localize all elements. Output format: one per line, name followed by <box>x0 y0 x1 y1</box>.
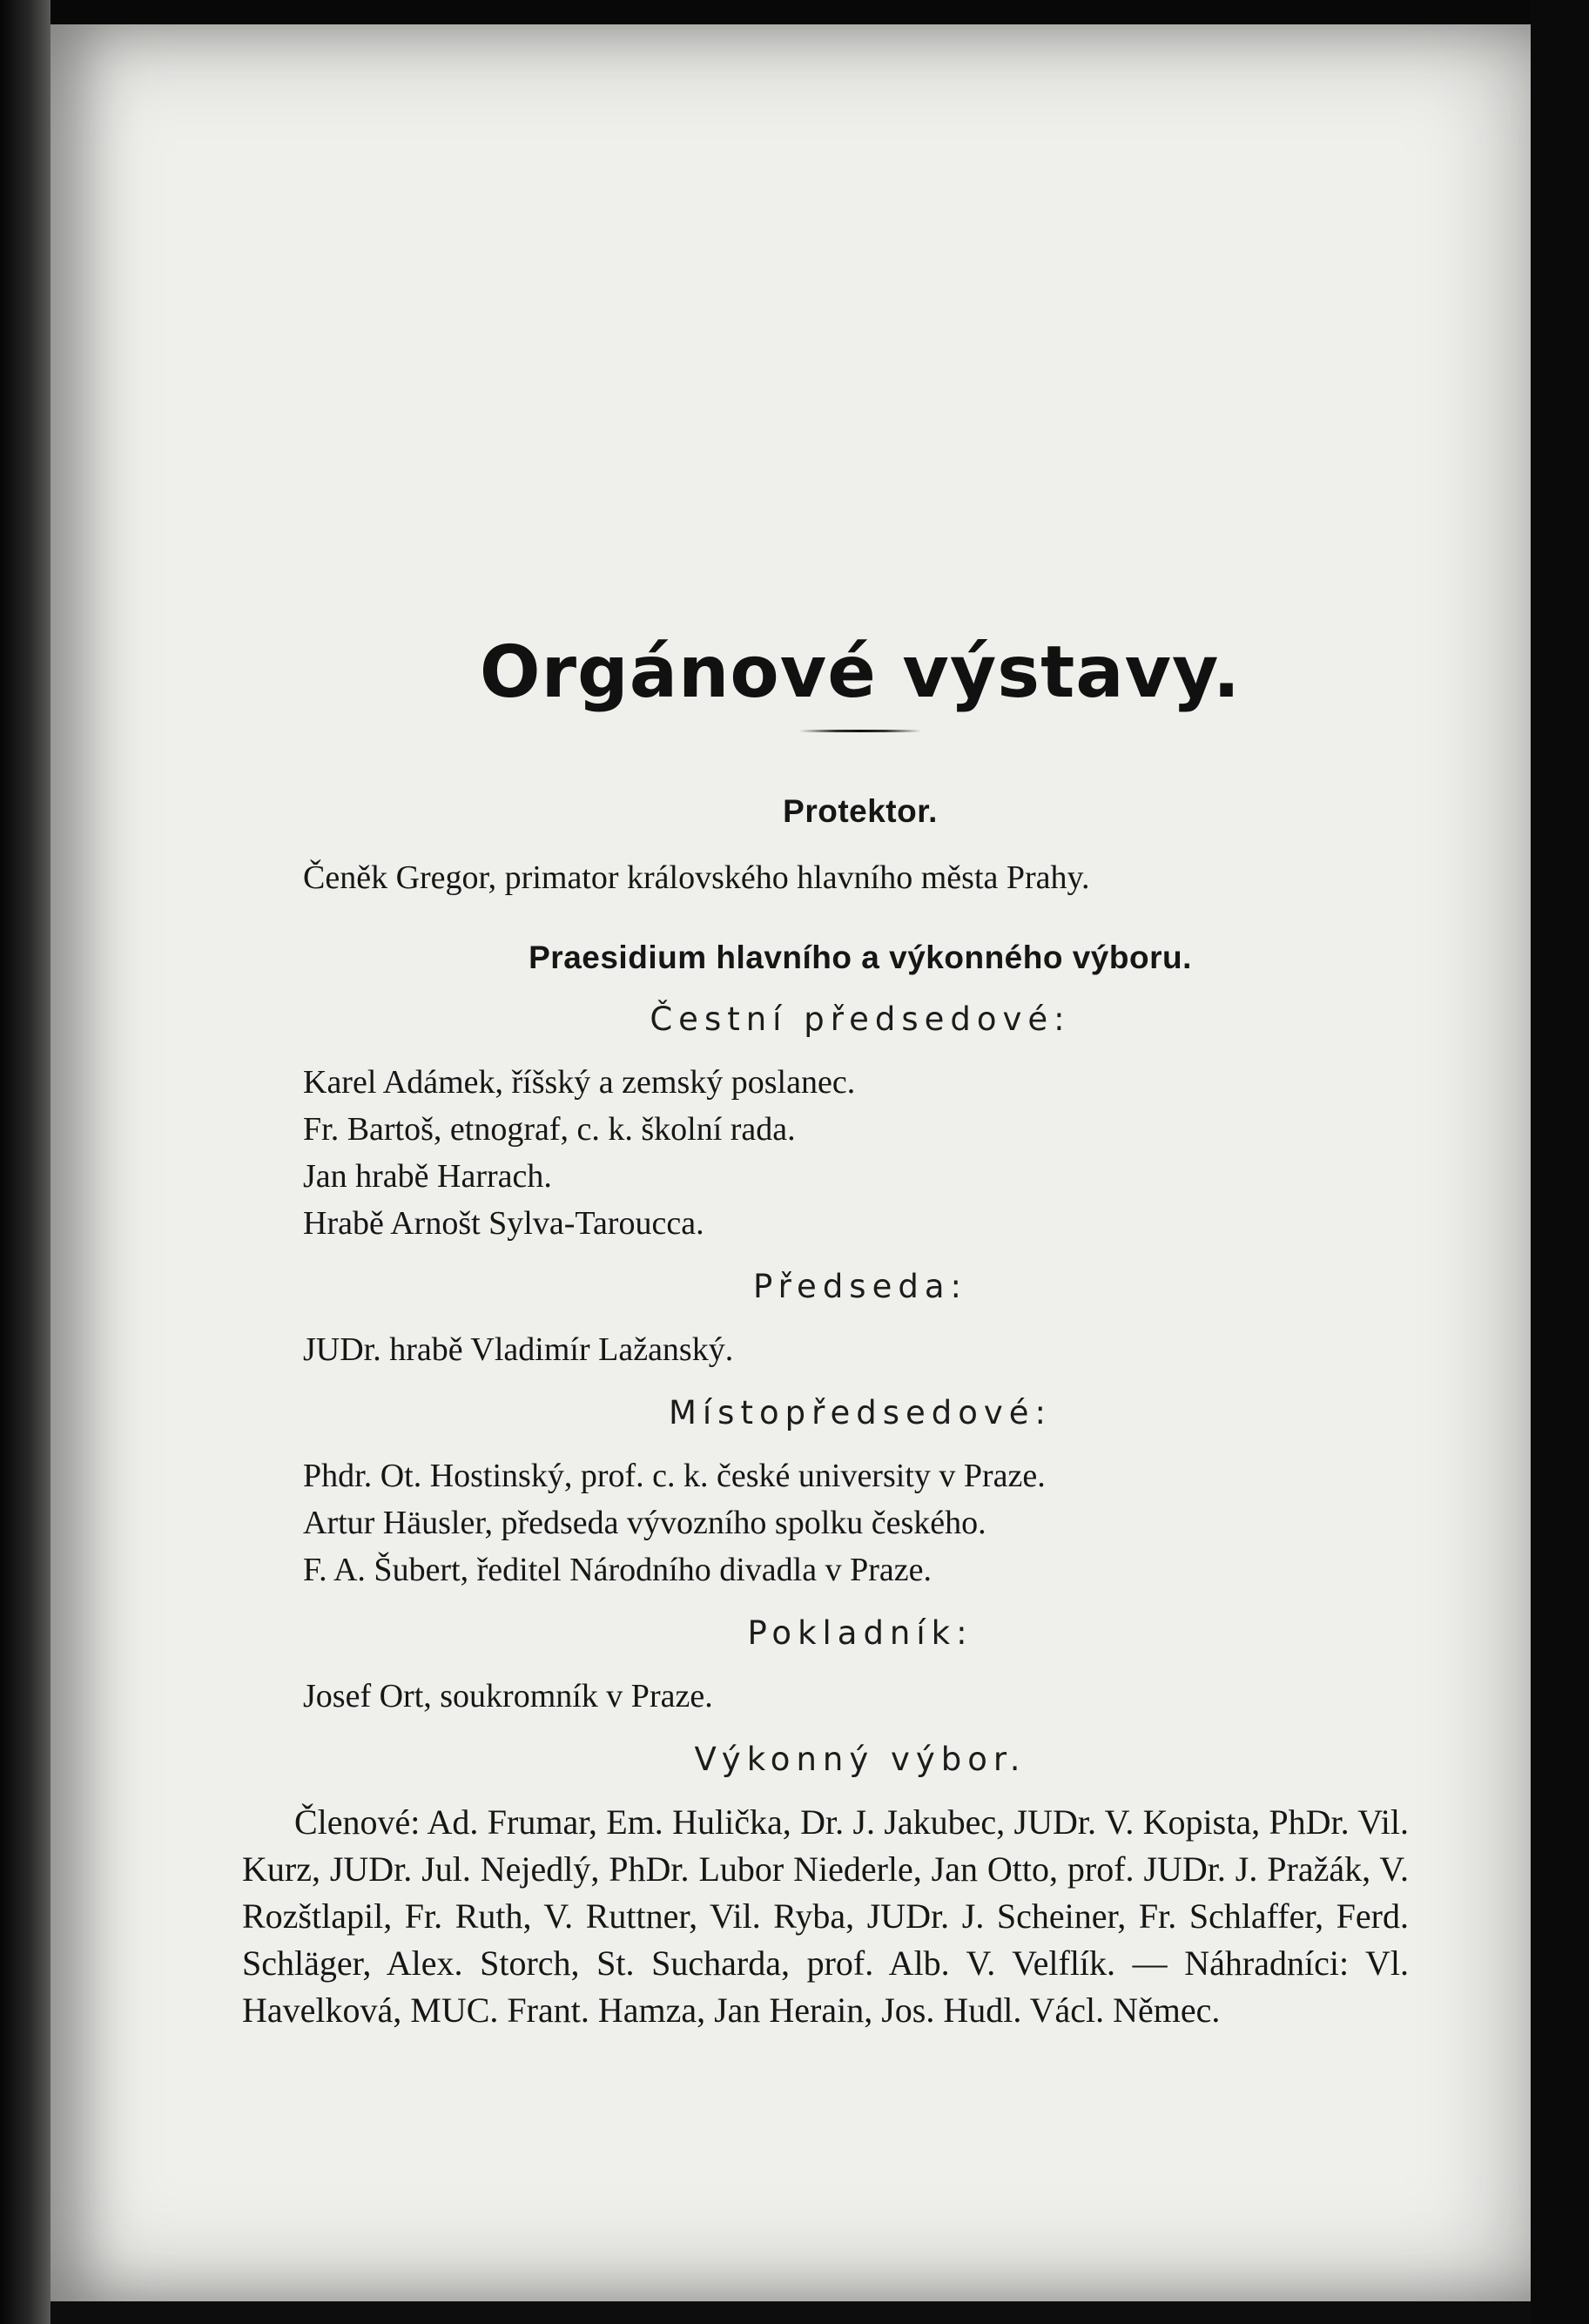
scan-binding-edge <box>0 0 50 2324</box>
predseda-heading: Předseda: <box>753 1268 967 1306</box>
protektor-section <box>303 793 1417 901</box>
scan-top-edge <box>0 0 1589 24</box>
vykonny-vybor-section <box>242 1741 1417 2034</box>
page-content <box>242 631 1417 2055</box>
vykonny-vybor-heading: Výkonný výbor. <box>694 1741 1027 1779</box>
member-line: Josef Ort, soukromník v Praze. <box>303 1678 713 1715</box>
cestni-predsedove-section <box>303 1000 1417 1247</box>
member-line: Phdr. Ot. Hostinský, prof. c. k. české university v Praze. <box>303 1458 1046 1495</box>
pokladnik-heading: Pokladník: <box>747 1614 973 1653</box>
member-line: F. A. Šubert, ředitel Národního divadla v Praze. <box>303 1552 932 1589</box>
member-line: Hrabě Arnošt Sylva-Taroucca. <box>303 1205 704 1243</box>
protektor-heading: Protektor. <box>783 793 938 830</box>
member-line: JUDr. hrabě Vladimír Lažanský. <box>303 1331 734 1369</box>
pokladnik-section <box>303 1614 1417 1720</box>
protektor-line: Čeněk Gregor, primator královského hlavního města Prahy. <box>303 859 1090 897</box>
member-line: Karel Adámek, říšský a zemský poslanec. <box>303 1064 856 1101</box>
mistopredsedove-section <box>303 1394 1417 1593</box>
scan-right-edge <box>1531 0 1589 2324</box>
predseda-section <box>303 1268 1417 1373</box>
mistopredsedove-heading: Místopředsedové: <box>668 1394 1053 1432</box>
title-divider <box>799 730 921 732</box>
member-line: Artur Häusler, předseda vývozního spolku českého. <box>303 1505 986 1542</box>
praesidium-heading: Praesidium hlavního a výkonného výboru. <box>529 940 1192 976</box>
book-page <box>50 24 1531 2301</box>
cestni-predsedove-heading: Čestní předsedové: <box>650 1000 1071 1039</box>
member-line: Fr. Bartoš, etnograf, c. k. školní rada. <box>303 1111 796 1149</box>
vykonny-vybor-members: Členové: Ad. Frumar, Em. Hulička, Dr. J. Jakubec, JUDr. V. Kopista, PhDr. Vil. Kurz, JUDr. Jul. Nejedlý, PhDr. Lubor Niederle, Jan Otto, prof. JUDr. J. Pražák, V. Rozštlapil, Fr. Ruth, V. Ruttner, Vil. Ryba, JUDr. J. Scheiner, Fr. Schlaffer, Ferd. Schläger, Alex. Storch, St. Sucharda, prof. Alb. V. Velflík. — Náhradníci: Vl. Havelková, MUC. Frant. Hamza, Jan Herain, Jos. Hudl. Václ. Němec. <box>242 1802 1409 2031</box>
page-title: Orgánové výstavy. <box>479 631 1242 714</box>
member-line: Jan hrabě Harrach. <box>303 1158 552 1196</box>
